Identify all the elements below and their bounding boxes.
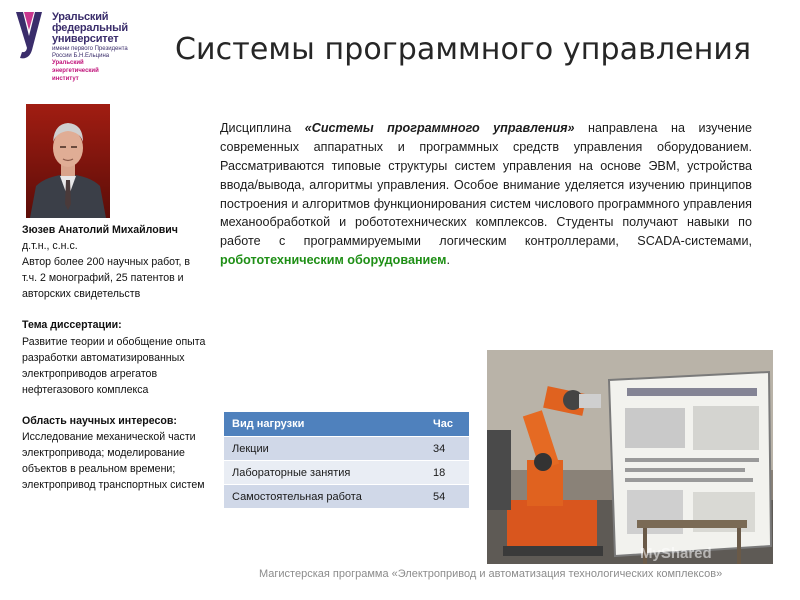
logo-sub-2: России Б.Н.Ельцина	[52, 52, 110, 59]
page-title: Системы программного управления	[175, 32, 752, 67]
course-name: «Системы программного управления»	[304, 121, 575, 135]
professor-degree: д.т.н., с.н.с.	[22, 240, 78, 253]
table-row	[224, 437, 469, 461]
workload-table	[224, 412, 469, 508]
table-cell-hours: 54	[425, 485, 469, 509]
table-cell-type: Лабораторные занятия	[224, 461, 425, 485]
table-header-hours: Час	[425, 412, 469, 437]
professor-portrait	[26, 104, 110, 218]
institute-line-3: институт	[52, 76, 79, 83]
logo-line-3: университет	[52, 33, 119, 46]
thesis-text: Развитие теории и обобщение опыта разработки автоматизированных электроприводов агрегатов нефтегазового комплекса	[22, 335, 206, 396]
table-cell-hours: 34	[425, 437, 469, 461]
professor-bio: Автор более 200 научных работ, в т.ч. 2 монографий, 25 патентов и авторских свидетельств	[22, 256, 191, 301]
interests-text: Исследование механической части электропривода; моделирование объектов в реальном времени; электропривод транспортных систем	[22, 431, 205, 492]
desc-end: .	[446, 253, 450, 268]
institute-line-2: энергетический	[52, 68, 99, 75]
table-cell-type: Самостоятельная работа	[224, 485, 425, 509]
urfu-logo-icon	[14, 10, 44, 60]
watermark: MyShared	[640, 545, 712, 562]
interests-label: Область научных интересов:	[22, 414, 177, 427]
table-cell-type: Лекции	[224, 437, 425, 461]
thesis-label: Тема диссертации:	[22, 319, 122, 332]
professor-info	[22, 222, 208, 493]
university-logo	[14, 10, 134, 82]
table-header-type: Вид нагрузки	[224, 412, 425, 437]
table-header-row	[224, 412, 469, 437]
table-row	[224, 461, 469, 485]
logo-sub-1: имени первого Президента	[52, 45, 128, 52]
robot-lab-photo	[487, 350, 773, 564]
course-description	[220, 119, 752, 270]
professor-name: Зюзев Анатолий Михайлович	[22, 224, 178, 236]
logo-line-2: федеральный	[52, 22, 128, 35]
logo-line-1: Уральский	[52, 11, 109, 23]
table-row	[224, 485, 469, 509]
table-cell-hours: 18	[425, 461, 469, 485]
footer-program: Магистерская программа «Электропривод и автоматизация технологических комплексов»	[259, 568, 723, 580]
desc-intro: Дисциплина	[220, 121, 305, 135]
institute-line-1: Уральский	[52, 60, 84, 67]
desc-highlight: робототехническим оборудованием	[220, 253, 447, 268]
desc-body: направлена на изучение современных аппаратных и программных средств управления оборудованием. Рассматриваются типовые структуры систем управления на основе ЭВМ, устройства ввода/вывода, алгоритмы управления. Особое внимание уделяется изучению принципов построения и алгоритмов функционирования систем числового программного управления механообработкой и робототехнических комплексов. Студенты получают навыки по работе с программируемыми логическим контроллерами, SCADA-системами,	[220, 121, 752, 249]
